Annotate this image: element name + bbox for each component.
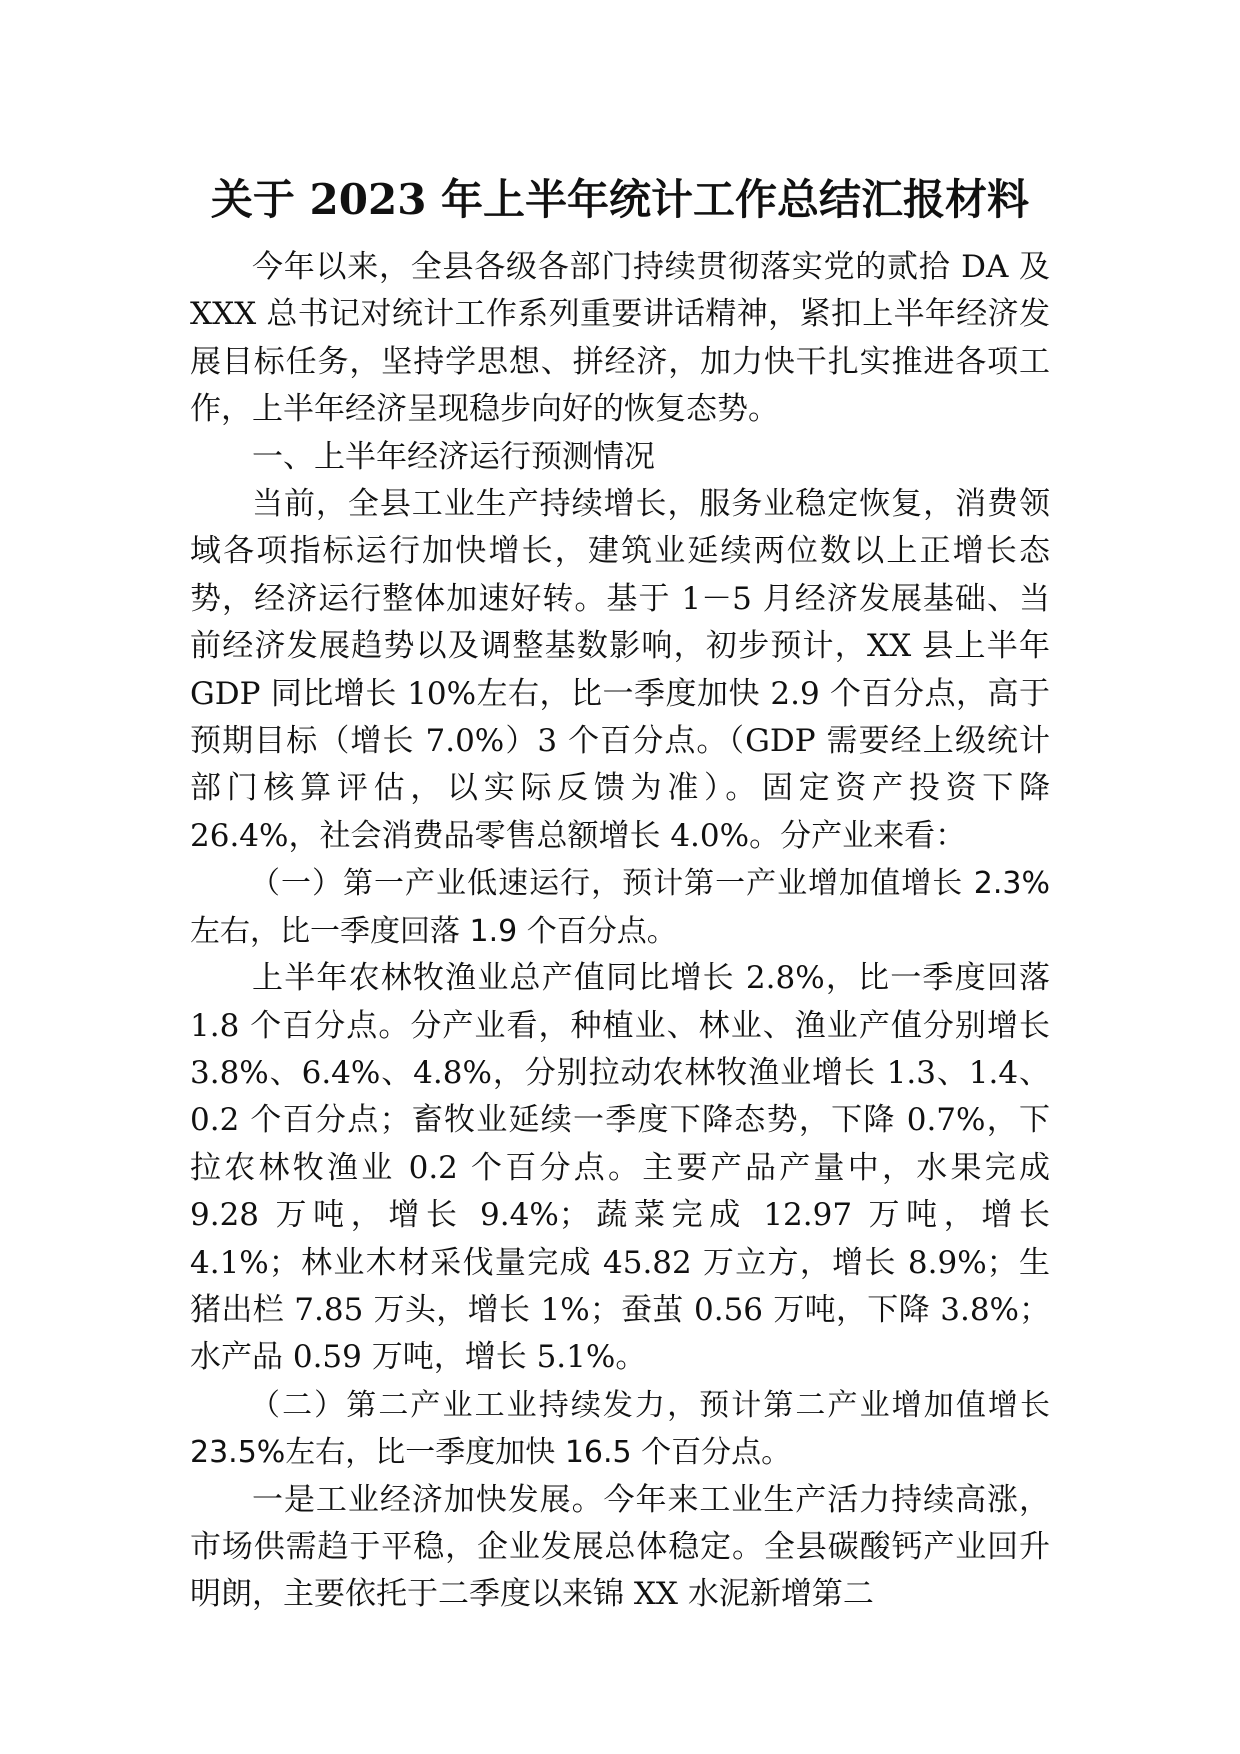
paragraph-industry: 一是工业经济加快发展。今年来工业生产活力持续高涨，市场供需趋于平稳，企业发展总体稳定。全县碳酸钙产业回升明朗，主要依托于二季度以来锦 XX 水泥新增第二	[190, 1481, 1050, 1613]
paragraph-intro: 今年以来，全县各级各部门持续贯彻落实党的贰拾 DA 及 XXX 总书记对统计工作系列重要讲话精神，紧扣上半年经济发展目标任务，坚持学思想、拼经济，加力快干扎实推进各项工作，上半年经济呈现稳步向好的恢复态势。	[190, 249, 1050, 428]
subsection-heading-secondary-industry: （二）第二产业工业持续发力，预计第二产业增加值增长 23.5%左右，比一季度加快 16.5 个百分点。	[190, 1387, 1050, 1471]
paragraph-overview: 当前，全县工业生产持续增长，服务业稳定恢复，消费领域各项指标运行加快增长，建筑业延续两位数以上正增长态势，经济运行整体加速好转。基于 1－5 月经济发展基础、当前经济发展趋势以及调整基数影响，初步预计，XX 县上半年 GDP 同比增长 10%左右，比一季度加快 2.9 个百分点，高于预期目标（增长 7.0%）3 个百分点。（GDP 需要经上级统计部门核算评估，以实际反馈为准）。固定资产投资下降 26.4%，社会消费品零售总额增长 4.0%。分产业来看：	[190, 486, 1050, 854]
subsection-heading-primary-industry: （一）第一产业低速运行，预计第一产业增加值增长 2.3%左右，比一季度回落 1.9 个百分点。	[190, 866, 1050, 949]
paragraph-agriculture: 上半年农林牧渔业总产值同比增长 2.8%，比一季度回落 1.8 个百分点。分产业看，种植业、林业、渔业产值分别增长 3.8%、6.4%、4.8%，分别拉动农林牧渔业增长 1.3、1.4、0.2 个百分点；畜牧业延续一季度下降态势，下降 0.7%，下拉农林牧渔业 0.2 个百分点。主要产品产量中，水果完成 9.28 万吨，增长 9.4%；蔬菜完成 12.97 万吨，增长 4.1%；林业木材采伐量完成 45.82 万立方，增长 8.9%；生猪出栏 7.85 万头，增长 1%；蚕茧 0.56 万吨，下降 3.8%；水产品 0.59 万吨，增长 5.1%。	[190, 960, 1050, 1376]
document-body	[190, 244, 1050, 1619]
document-title: 关于 2023 年上半年统计工作总结汇报材料	[210, 175, 1030, 224]
section-heading-1: 一、上半年经济运行预测情况	[252, 438, 655, 475]
